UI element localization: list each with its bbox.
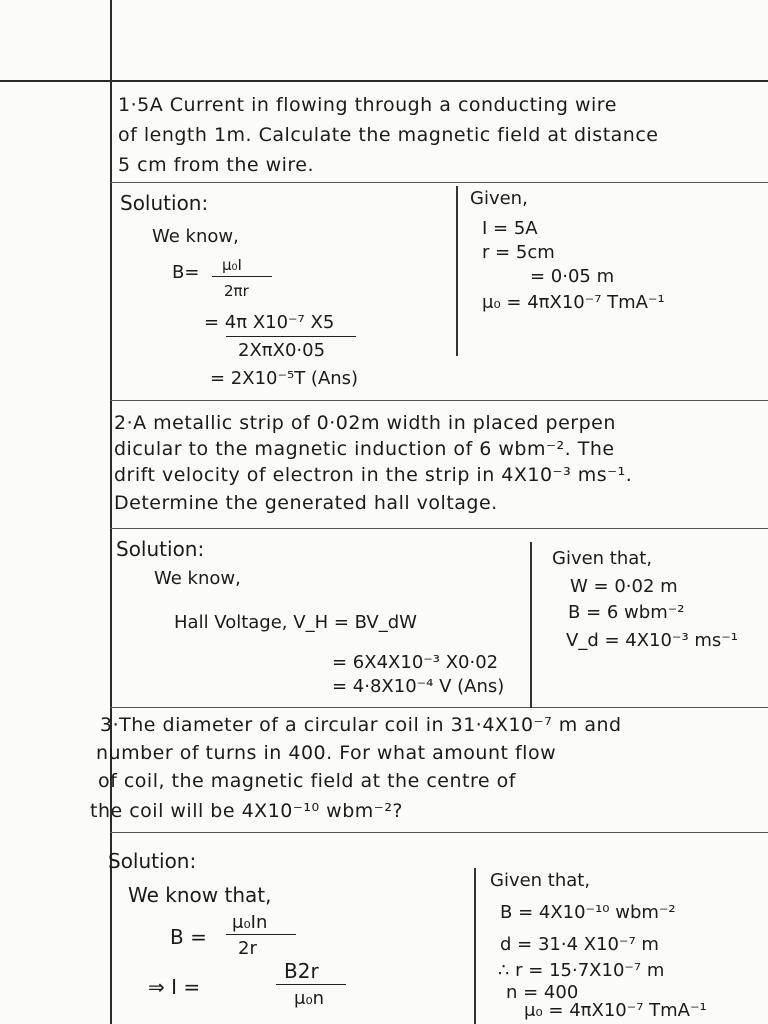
problem3-question-line-4: the coil will be 4X10⁻¹⁰ wbm⁻²? <box>90 800 404 822</box>
problem1-we-know: We know, <box>152 226 239 247</box>
problem1-step1-denominator: 2XπX0·05 <box>238 340 326 361</box>
problem3-implies-numerator: B2r <box>284 959 319 983</box>
problem3-formula-denominator: 2r <box>238 938 257 959</box>
problem1-question-line-3: 5 cm from the wire. <box>118 154 315 176</box>
problem1-step1-numerator: = 4π X10⁻⁷ X5 <box>204 312 335 333</box>
top-rule-line <box>0 80 768 82</box>
problem3-solution-label: Solution: <box>108 849 197 873</box>
problem1-question-line-1: 1·5A Current in flowing through a conducting wire <box>118 94 617 116</box>
problem2-result: = 4·8X10⁻⁴ V (Ans) <box>332 676 505 697</box>
problem1-question-line-2: of length 1m. Calculate the magnetic field at distance <box>118 124 659 146</box>
ruled-line <box>110 707 768 708</box>
problem2-question-line-3: drift velocity of electron in the strip in 4X10⁻³ ms⁻¹. <box>114 464 633 486</box>
problem2-formula: Hall Voltage, V_H = BV_dW <box>174 612 417 633</box>
problem3-implies-lhs: ⇒ I = <box>148 975 201 999</box>
fraction-bar <box>212 276 272 277</box>
problem1-given-distance: r = 5cm <box>482 242 555 263</box>
problem1-formula-denominator: 2πr <box>224 282 249 300</box>
problem3-question-line-3: of coil, the magnetic field at the centre of <box>98 770 516 792</box>
fraction-bar <box>276 984 346 985</box>
problem2-question-line-1: 2·A metallic strip of 0·02m width in placed perpen <box>114 412 616 434</box>
problem3-question-line-1: 3·The diameter of a circular coil in 31·4X10⁻⁷ m and <box>100 714 622 736</box>
problem2-step1: = 6X4X10⁻³ X0·02 <box>332 652 499 673</box>
problem3-we-know: We know that, <box>128 883 272 907</box>
problem3-given-turns: n = 400 <box>506 982 579 1003</box>
problem2-question-line-4: Determine the generated hall voltage. <box>114 492 498 514</box>
problem1-formula-lhs: B= <box>172 262 200 283</box>
problem3-formula-lhs: B = <box>170 925 207 949</box>
problem1-given-distance-m: = 0·05 m <box>530 266 615 287</box>
problem3-formula-numerator: μ₀In <box>232 912 268 933</box>
problem1-formula-numerator: μ₀I <box>222 256 242 274</box>
problem3-given-permeability: μ₀ = 4πX10⁻⁷ TmA⁻¹ <box>524 1000 707 1021</box>
problem1-result: = 2X10⁻⁵T (Ans) <box>210 368 359 389</box>
given-divider <box>474 868 476 1024</box>
problem2-solution-label: Solution: <box>116 537 205 561</box>
problem1-given-current: I = 5A <box>482 218 538 239</box>
given-divider <box>530 542 532 708</box>
problem3-given-diameter: d = 31·4 X10⁻⁷ m <box>500 934 659 955</box>
ruled-line <box>110 182 768 183</box>
ruled-line <box>110 400 768 401</box>
problem1-given-label: Given, <box>470 188 528 209</box>
problem2-we-know: We know, <box>154 568 241 589</box>
problem3-implies-denominator: μ₀n <box>294 988 325 1009</box>
problem3-question-line-2: number of turns in 400. For what amount flow <box>96 742 557 764</box>
ruled-line <box>110 528 768 529</box>
problem3-given-radius: ∴ r = 15·7X10⁻⁷ m <box>498 960 665 981</box>
fraction-bar <box>226 336 356 337</box>
problem2-given-field: B = 6 wbm⁻² <box>568 602 685 623</box>
problem2-question-line-2: dicular to the magnetic induction of 6 wbm⁻². The <box>114 438 615 460</box>
problem1-given-permeability: μ₀ = 4πX10⁻⁷ TmA⁻¹ <box>482 292 665 313</box>
problem3-given-label: Given that, <box>490 870 591 891</box>
problem1-solution-label: Solution: <box>120 191 209 215</box>
problem2-given-label: Given that, <box>552 548 653 569</box>
given-divider <box>456 186 458 356</box>
ruled-line <box>110 832 768 833</box>
problem2-given-velocity: V_d = 4X10⁻³ ms⁻¹ <box>566 630 739 651</box>
problem2-given-width: W = 0·02 m <box>570 576 678 597</box>
fraction-bar <box>226 934 296 935</box>
problem3-given-field: B = 4X10⁻¹⁰ wbm⁻² <box>500 902 676 923</box>
